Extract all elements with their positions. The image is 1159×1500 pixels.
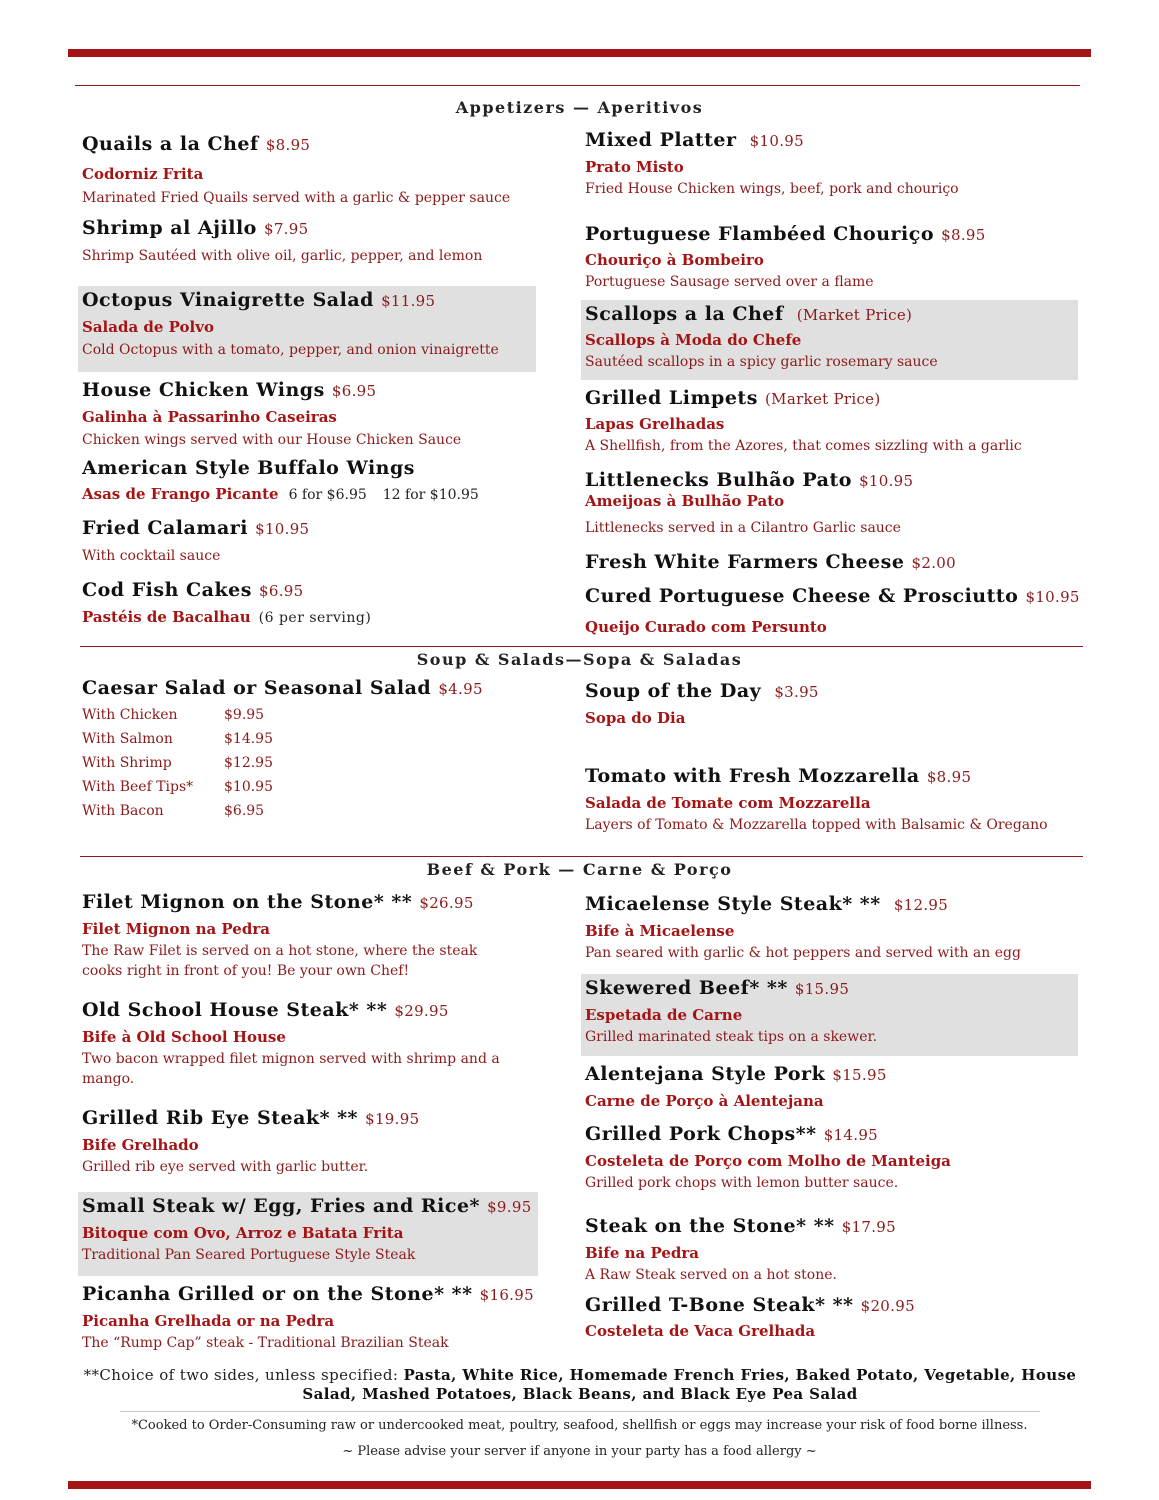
salad-addons-list	[82, 703, 534, 823]
item-portuguese-name: Queijo Curado com Persunto	[585, 618, 827, 636]
item-price: $9.95	[487, 1198, 532, 1216]
item-description: Littlenecks served in a Cilantro Garlic sauce	[585, 520, 901, 536]
menu-item	[581, 1212, 1078, 1291]
item-price: $16.95	[479, 1286, 534, 1304]
item-description: Portuguese Sausage served over a flame	[585, 274, 874, 290]
menu-item	[78, 214, 536, 282]
item-price: $10.95	[749, 132, 804, 150]
item-price: $8.95	[926, 768, 972, 786]
footer-divider	[120, 1411, 1040, 1412]
item-name: Mixed Platter	[585, 129, 737, 151]
addon-label: With Salmon	[82, 731, 173, 747]
item-name: Octopus Vinaigrette Salad	[82, 289, 374, 311]
menu-item	[581, 1060, 1078, 1120]
item-price: $3.95	[774, 683, 819, 701]
item-portuguese-name: Salada de Polvo	[82, 318, 214, 336]
item-description: Fried House Chicken wings, beef, pork and chouriço	[585, 181, 959, 197]
menu-item	[581, 1291, 1078, 1342]
menu-item	[78, 454, 536, 514]
menu-item	[78, 514, 536, 576]
item-price: $11.95	[381, 292, 436, 310]
menu-item	[78, 1104, 538, 1192]
soups-right-column	[581, 677, 1078, 835]
menu-item	[78, 996, 538, 1104]
menu-item	[581, 548, 1078, 582]
item-description: Pan seared with garlic & hot peppers and served with an egg	[585, 945, 1021, 961]
menu-item	[581, 466, 1078, 548]
item-portuguese-name: Asas de Frango Picante	[82, 485, 279, 503]
menu-item	[581, 1120, 1078, 1212]
sides-note	[60, 1366, 1100, 1404]
menu-item-highlighted	[581, 974, 1078, 1056]
menu-item	[78, 1280, 538, 1362]
item-price: $15.95	[794, 980, 850, 998]
item-description: The Raw Filet is served on a hot stone, where the steak cooks right in front of you! Be your own Chef!	[82, 943, 478, 979]
item-portuguese-name: Filet Mignon na Pedra	[82, 920, 270, 938]
item-description: The “Rump Cap” steak - Traditional Brazilian Steak	[82, 1335, 449, 1351]
item-name: Small Steak w/ Egg, Fries and Rice*	[82, 1195, 480, 1217]
item-name: Micaelense Style Steak* **	[585, 893, 881, 915]
item-portuguese-name: Ameijoas à Bulhão Pato	[585, 492, 785, 510]
item-price: $26.95	[419, 894, 474, 912]
item-name: Steak on the Stone* **	[585, 1215, 835, 1237]
top-red-bar	[68, 49, 1091, 57]
item-portuguese-name: Bife Grelhado	[82, 1136, 199, 1154]
addon-price: $9.95	[224, 707, 265, 723]
menu-item	[581, 126, 1078, 220]
item-portuguese-name: Salada de Tomate com Mozzarella	[585, 794, 871, 812]
addon-label: With Beef Tips*	[82, 779, 194, 795]
menu-item	[581, 220, 1078, 300]
menu-item	[78, 376, 536, 454]
item-description: Cold Octopus with a tomato, pepper, and onion vinaigrette	[82, 342, 499, 358]
item-price: $7.95	[263, 220, 309, 238]
menu-item	[78, 888, 538, 996]
item-price: $8.95	[941, 226, 986, 244]
item-name: Picanha Grilled or on the Stone* **	[82, 1283, 473, 1305]
sides-lead: **Choice of two sides, unless specified:	[83, 1366, 404, 1384]
item-description: Shrimp Sautéed with olive oil, garlic, pepper, and lemon	[82, 248, 483, 264]
item-description: Two bacon wrapped filet mignon served with shrimp and a mango.	[82, 1051, 500, 1087]
item-price: $6.95	[259, 582, 304, 600]
item-name: Tomato with Fresh Mozzarella	[585, 765, 920, 787]
menu-item	[78, 576, 536, 630]
item-price: $10.95	[255, 520, 310, 538]
item-portuguese-name: Pastéis de Bacalhau	[82, 608, 251, 626]
menu-item	[581, 890, 1078, 974]
item-description: Grilled rib eye served with garlic butter.	[82, 1159, 369, 1175]
item-description: A Raw Steak served on a hot stone.	[585, 1267, 837, 1283]
item-description: Chicken wings served with our House Chicken Sauce	[82, 432, 462, 448]
item-portuguese-name: Chouriço à Bombeiro	[585, 251, 764, 269]
item-name: Caesar Salad or Seasonal Salad	[82, 677, 432, 699]
item-name: Grilled Rib Eye Steak* **	[82, 1107, 358, 1129]
item-name: Cod Fish Cakes	[82, 579, 252, 601]
addon-label: With Shrimp	[82, 755, 172, 771]
item-price: $17.95	[841, 1218, 896, 1236]
item-description: Layers of Tomato & Mozzarella topped with Balsamic & Oregano	[585, 817, 1048, 833]
food-safety-warning: *Cooked to Order-Consuming raw or undercooked meat, poultry, seafood, shellfish or eggs may increase your risk of food borne illness.	[131, 1418, 1028, 1433]
item-name: Grilled T-Bone Steak* **	[585, 1294, 854, 1316]
item-description: Sautéed scallops in a spicy garlic rosemary sauce	[585, 354, 938, 370]
item-portuguese-name: Bife na Pedra	[585, 1244, 699, 1262]
menu-item-highlighted	[78, 286, 536, 372]
item-name: Filet Mignon on the Stone* **	[82, 891, 413, 913]
item-price: $12.95	[893, 896, 949, 914]
item-name: House Chicken Wings	[82, 379, 325, 401]
item-portuguese-name: Espetada de Carne	[585, 1006, 743, 1024]
item-name: Old School House Steak* **	[82, 999, 388, 1021]
menu-item-highlighted	[581, 300, 1078, 380]
section-heading-soups: Soup & Salads—Sopa & Saladas	[416, 650, 743, 669]
beef-divider	[80, 856, 1083, 857]
menu-item	[581, 762, 1078, 835]
item-name: Scallops a la Chef	[585, 303, 784, 325]
item-name: Skewered Beef* **	[585, 977, 788, 999]
item-price: $8.95	[265, 136, 311, 154]
item-price: $10.95	[859, 472, 914, 490]
item-price: $6.95	[331, 382, 377, 400]
item-portuguese-name: Codorniz Frita	[82, 165, 204, 183]
item-portuguese-name: Picanha Grelhada or na Pedra	[82, 1312, 335, 1330]
beef-right-column	[581, 890, 1078, 1342]
item-portuguese-name: Sopa do Dia	[585, 709, 686, 727]
item-portuguese-name: Lapas Grelhadas	[585, 415, 725, 433]
item-price: $20.95	[860, 1297, 915, 1315]
menu-item-highlighted	[78, 1192, 538, 1276]
appetizers-right-column	[581, 126, 1078, 642]
addon-price: $14.95	[224, 731, 273, 747]
addon-price: $12.95	[224, 755, 273, 771]
item-price: $15.95	[832, 1066, 887, 1084]
item-portuguese-name: Bitoque com Ovo, Arroz e Batata Frita	[82, 1224, 404, 1242]
menu-item	[78, 130, 536, 214]
item-price-large: 12 for $10.95	[382, 487, 479, 503]
item-price: $14.95	[823, 1126, 879, 1144]
item-portuguese-name: Scallops à Moda do Chefe	[585, 331, 802, 349]
menu-item	[581, 582, 1078, 642]
item-name: Fresh White Farmers Cheese	[585, 551, 905, 573]
item-name: Shrimp al Ajillo	[82, 217, 257, 239]
section-heading-beef-pork: Beef & Pork — Carne & Porço	[426, 860, 733, 879]
item-price: $29.95	[394, 1002, 449, 1020]
item-portuguese-name: Costeleta de Vaca Grelhada	[585, 1322, 816, 1340]
section-heading-appetizers: Appetizers — Aperitivos	[455, 98, 704, 117]
item-description: Traditional Pan Seared Portuguese Style Steak	[82, 1247, 416, 1263]
item-name: Portuguese Flambéed Chouriço	[585, 223, 935, 245]
item-name: Quails a la Chef	[82, 133, 259, 155]
menu-item	[581, 677, 1078, 762]
item-name: American Style Buffalo Wings	[82, 457, 415, 479]
addon-price: $10.95	[224, 779, 273, 795]
item-name: Littlenecks Bulhão Pato	[585, 469, 852, 491]
menu-item	[78, 674, 538, 823]
item-portuguese-name: Galinha à Passarinho Caseiras	[82, 408, 337, 426]
item-name: Grilled Limpets	[585, 387, 758, 409]
beef-left-column	[78, 888, 538, 1362]
item-price: $10.95	[1025, 588, 1080, 606]
top-divider	[75, 85, 1080, 86]
item-description: Marinated Fried Quails served with a garlic & pepper sauce	[82, 190, 511, 206]
item-description: Grilled pork chops with lemon butter sauce.	[585, 1175, 899, 1191]
item-description: With cocktail sauce	[82, 548, 221, 564]
item-portuguese-name: Costeleta de Porço com Molho de Manteiga	[585, 1152, 951, 1170]
item-price: $2.00	[911, 554, 956, 572]
item-note: (6 per serving)	[258, 610, 372, 626]
item-price: (Market Price)	[796, 306, 913, 324]
allergy-notice: ~ Please advise your server if anyone in your party has a food allergy ~	[342, 1444, 817, 1459]
item-price: (Market Price)	[765, 390, 881, 408]
item-price-small: 6 for $6.95	[288, 487, 367, 503]
item-price: $4.95	[438, 680, 483, 698]
item-name: Fried Calamari	[82, 517, 248, 539]
item-name: Alentejana Style Pork	[585, 1063, 826, 1085]
soups-divider	[80, 646, 1083, 647]
addon-label: With Chicken	[82, 707, 178, 723]
item-name: Cured Portuguese Cheese & Prosciutto	[585, 585, 1019, 607]
bottom-red-bar	[68, 1481, 1091, 1489]
sides-list: Pasta, White Rice, Homemade French Fries, Baked Potato, Vegetable, House Salad, Mashed Potatoes, Black Beans, and Black Eye Pea Salad	[302, 1366, 1077, 1403]
soups-left-column	[78, 674, 538, 823]
item-description: Grilled marinated steak tips on a skewer.	[585, 1029, 878, 1045]
item-price: $19.95	[365, 1110, 420, 1128]
addon-label: With Bacon	[82, 803, 164, 819]
item-portuguese-name: Bife à Old School House	[82, 1028, 286, 1046]
item-portuguese-name: Carne de Porço à Alentejana	[585, 1092, 824, 1110]
menu-item	[581, 384, 1078, 466]
item-description: A Shellfish, from the Azores, that comes sizzling with a garlic	[585, 438, 1022, 454]
item-name: Grilled Pork Chops**	[585, 1123, 817, 1145]
item-name: Soup of the Day	[585, 680, 762, 702]
item-portuguese-name: Bife à Micaelense	[585, 922, 735, 940]
addon-price: $6.95	[224, 803, 265, 819]
appetizers-left-column	[78, 130, 536, 630]
item-portuguese-name: Prato Misto	[585, 158, 684, 176]
